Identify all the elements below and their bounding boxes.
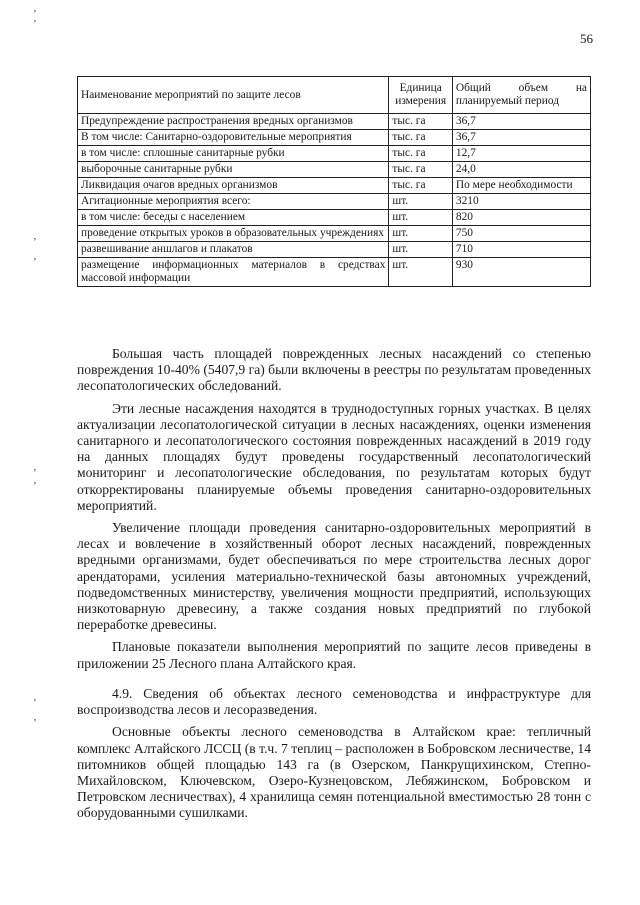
measure-name: проведение открытых уроков в образовательных учреждениях [78,226,389,242]
measure-volume: 710 [452,242,590,258]
measure-unit: шт. [389,210,452,226]
measure-unit: шт. [389,194,452,210]
measure-volume: 3210 [452,194,590,210]
body-paragraph: Плановые показатели выполнения мероприятий по защите лесов приведены в приложении 25 Лесного плана Алтайского края. [77,639,591,671]
body-paragraph: Основные объекты лесного семеноводства в Алтайском крае: тепличный комплекс Алтайского ЛССЦ (в т.ч. 7 теплиц – расположен в Бобровском лесничестве, 14 питомников общей площадью 143 га (в Озерском, Панкрущихинском, Степно-Михайловском, Ключевском, Озеро-Кузнецовском, Лебяжинском, Бобровском и Петровском лесничествах), 4 хранилища семян потенциальной вместимостью 28 тонн с оборудованными сушилками. [77,724,591,821]
margin-mark: ʼ [33,697,37,709]
header-planned-volume: Общий объем на планируемый период [452,77,590,114]
measure-volume: 12,7 [452,146,590,162]
measure-unit: шт. [389,242,452,258]
measure-name: Ликвидация очагов вредных организмов [78,178,389,194]
measure-name: Предупреждение распространения вредных организмов [78,114,389,130]
table-row [78,258,591,287]
table-row [78,242,591,258]
header-measure-name: Наименование мероприятий по защите лесов [78,77,389,114]
measure-volume: 750 [452,226,590,242]
margin-mark: ʼ [33,480,37,492]
body-text [77,346,591,672]
measure-unit: тыс. га [389,162,452,178]
measure-volume: 36,7 [452,114,590,130]
measure-volume: 930 [452,258,590,287]
measure-unit: тыс. га [389,146,452,162]
measure-name: в том числе: сплошные санитарные рубки [78,146,389,162]
measure-name: Агитационные мероприятия всего: [78,194,389,210]
measure-name: выборочные санитарные рубки [78,162,389,178]
table-row [78,146,591,162]
measure-volume: 24,0 [452,162,590,178]
measure-unit: тыс. га [389,114,452,130]
margin-mark: ʼ [33,467,37,479]
section-heading: 4.9. Сведения об объектах лесного семеноводства и инфраструктуре для воспроизводства лесов и лесоразведения. [77,686,591,718]
margin-mark: ʼ [33,256,37,268]
table-row [78,210,591,226]
table-row [78,178,591,194]
measure-volume: 820 [452,210,590,226]
table-row [78,226,591,242]
margin-mark: ʼ [33,18,37,30]
header-unit: Единица измерения [389,77,452,114]
measure-name: в том числе: беседы с населением [78,210,389,226]
measure-unit: тыс. га [389,130,452,146]
table-row [78,114,591,130]
measure-volume: По мере необходимости [452,178,590,194]
measure-volume: 36,7 [452,130,590,146]
table-row [78,162,591,178]
margin-mark: ʼ [33,8,37,20]
measure-unit: шт. [389,258,452,287]
measure-unit: шт. [389,226,452,242]
section-4-9 [77,686,591,822]
page-number: 56 [580,31,593,46]
measure-name: размещение информационных материалов в средствах массовой информации [78,258,389,287]
measure-name: В том числе: Санитарно-оздоровительные мероприятия [78,130,389,146]
table-header-row [78,77,591,114]
table-row [78,130,591,146]
measure-unit: тыс. га [389,178,452,194]
body-paragraph: Большая часть площадей поврежденных лесных насаждений со степенью повреждения 10-40% (5407,9 га) были включены в реестры по результатам проведенных лесопатологических обследований. [77,346,591,394]
measure-name: развешивание аншлагов и плакатов [78,242,389,258]
table-row [78,194,591,210]
margin-mark: ʼ [33,236,37,248]
body-paragraph: Увеличение площади проведения санитарно-оздоровительных мероприятий в лесах и вовлечение в хозяйственный оборот лесных насаждений, поврежденных вредными организмами, будет обеспечиваться по мере строительства лесных дорог арендаторами, усиления материально-технической базы автономных учреждений, подведомственных министерству, увеличения мощности предприятий, использующих низкотоварную древесину, а также создания новых предприятий по глубокой переработке древесины. [77,520,591,633]
body-paragraph: Эти лесные насаждения находятся в труднодоступных горных участках. В целях актуализации лесопатологической ситуации в лесных насаждениях, оценки изменения санитарного и лесопатологического состояния поврежденных насаждений в 2019 году на данных площадях будут проведены государственный лесопатологический мониторинг и лесопатологические обследования, по результатам которых будут откорректированы планируемые объемы проведения санитарно-оздоровительных мероприятий. [77,400,591,513]
forest-protection-measures-table [77,76,591,287]
margin-mark: ʼ [33,717,37,729]
